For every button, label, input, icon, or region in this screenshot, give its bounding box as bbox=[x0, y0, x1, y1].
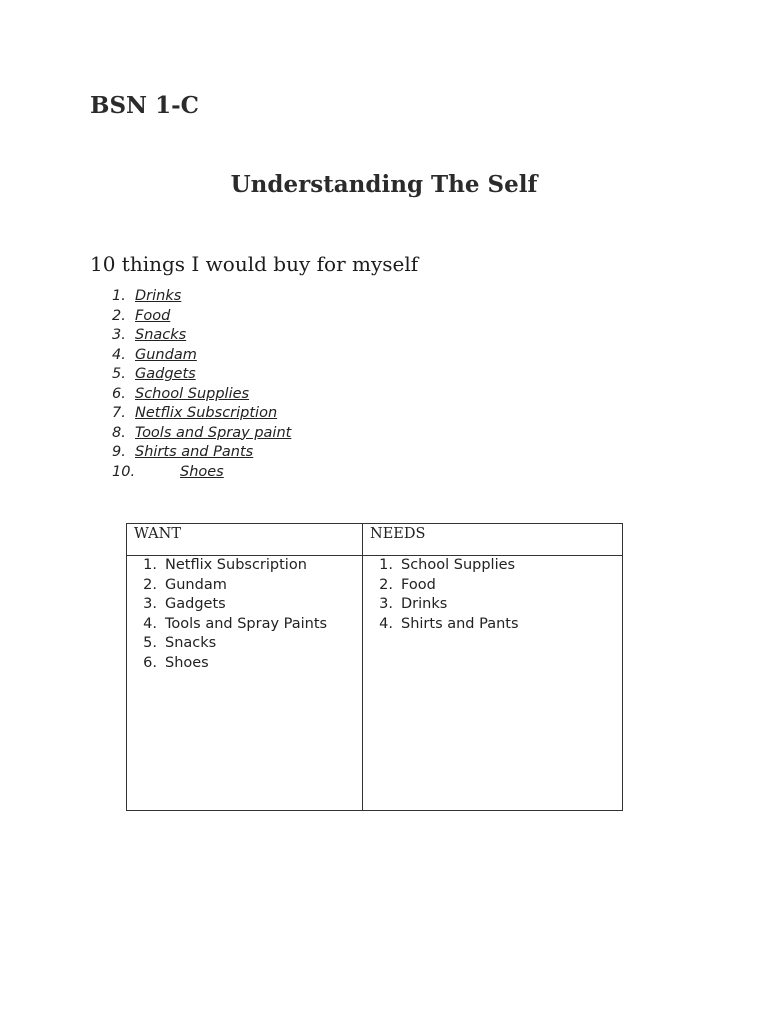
list-item bbox=[112, 346, 291, 366]
list-item bbox=[112, 307, 291, 327]
want-list-item bbox=[135, 654, 362, 674]
needs-list-item bbox=[371, 556, 622, 576]
needs-item-label: School Supplies bbox=[401, 557, 516, 573]
list-item-label: Tools and Spray paint bbox=[135, 424, 292, 441]
list-item bbox=[112, 443, 291, 463]
list-item-label: Shirts and Pants bbox=[135, 444, 254, 460]
buy-list bbox=[112, 287, 291, 482]
list-item-label: Shoes bbox=[180, 463, 224, 480]
want-cell bbox=[127, 556, 363, 811]
needs-column-header: NEEDS bbox=[363, 524, 623, 556]
list-item bbox=[112, 287, 291, 307]
list-item-label: Gadgets bbox=[135, 366, 196, 382]
document-title: Understanding The Self bbox=[230, 171, 538, 198]
want-item-number: 5. bbox=[143, 635, 157, 651]
list-item-label: Drinks bbox=[135, 288, 182, 304]
list-item-number: 3. bbox=[112, 327, 126, 343]
list-item-number: 4. bbox=[112, 346, 126, 363]
table-row bbox=[127, 556, 623, 811]
want-item-label: Tools and Spray Paints bbox=[165, 615, 328, 632]
want-column-header: WANT bbox=[127, 524, 363, 556]
needs-list-item bbox=[371, 615, 622, 635]
want-item-label: Gadgets bbox=[165, 596, 226, 612]
buy-list-heading: 10 things I would buy for myself bbox=[90, 252, 419, 276]
needs-list bbox=[363, 556, 622, 634]
list-item bbox=[112, 326, 291, 346]
needs-list-item bbox=[371, 576, 622, 596]
want-item-label: Shoes bbox=[165, 654, 209, 671]
want-list-item bbox=[135, 595, 362, 615]
list-item-number: 1. bbox=[112, 288, 126, 304]
list-item-number: 10. bbox=[112, 463, 136, 480]
list-item-number: 7. bbox=[112, 405, 126, 421]
needs-item-label: Drinks bbox=[401, 596, 448, 612]
needs-item-number: 2. bbox=[379, 576, 393, 593]
needs-item-label: Shirts and Pants bbox=[401, 615, 519, 632]
want-list-item bbox=[135, 556, 362, 576]
want-item-number: 2. bbox=[143, 576, 157, 593]
want-item-number: 1. bbox=[143, 557, 157, 573]
list-item-label: Food bbox=[135, 307, 171, 324]
list-item-number: 8. bbox=[112, 424, 126, 441]
list-item-label: Netflix Subscription bbox=[135, 405, 278, 421]
table-header-row bbox=[127, 524, 623, 556]
needs-item-number: 3. bbox=[379, 596, 393, 612]
list-item-label: Snacks bbox=[135, 327, 187, 343]
want-list-item bbox=[135, 576, 362, 596]
list-item bbox=[112, 385, 291, 405]
needs-item-label: Food bbox=[401, 576, 436, 593]
list-item-label: School Supplies bbox=[135, 385, 250, 402]
want-needs-table bbox=[126, 523, 623, 811]
want-item-label: Snacks bbox=[165, 635, 217, 651]
list-item-number: 6. bbox=[112, 385, 126, 402]
list-item bbox=[112, 424, 291, 444]
want-list bbox=[127, 556, 362, 673]
want-item-number: 4. bbox=[143, 615, 157, 632]
list-item-number: 5. bbox=[112, 366, 126, 382]
list-item bbox=[112, 404, 291, 424]
want-item-number: 6. bbox=[143, 654, 157, 671]
want-item-label: Gundam bbox=[165, 576, 227, 593]
list-item-number: 2. bbox=[112, 307, 126, 324]
needs-list-item bbox=[371, 595, 622, 615]
want-item-label: Netflix Subscription bbox=[165, 557, 307, 573]
list-item bbox=[112, 463, 291, 483]
section-code: BSN 1-C bbox=[90, 92, 199, 119]
needs-item-number: 4. bbox=[379, 615, 393, 632]
want-list-item bbox=[135, 634, 362, 654]
list-item-label: Gundam bbox=[135, 346, 197, 363]
want-item-number: 3. bbox=[143, 596, 157, 612]
needs-item-number: 1. bbox=[379, 557, 393, 573]
want-list-item bbox=[135, 615, 362, 635]
list-item-number: 9. bbox=[112, 444, 126, 460]
list-item bbox=[112, 365, 291, 385]
needs-cell bbox=[363, 556, 623, 811]
